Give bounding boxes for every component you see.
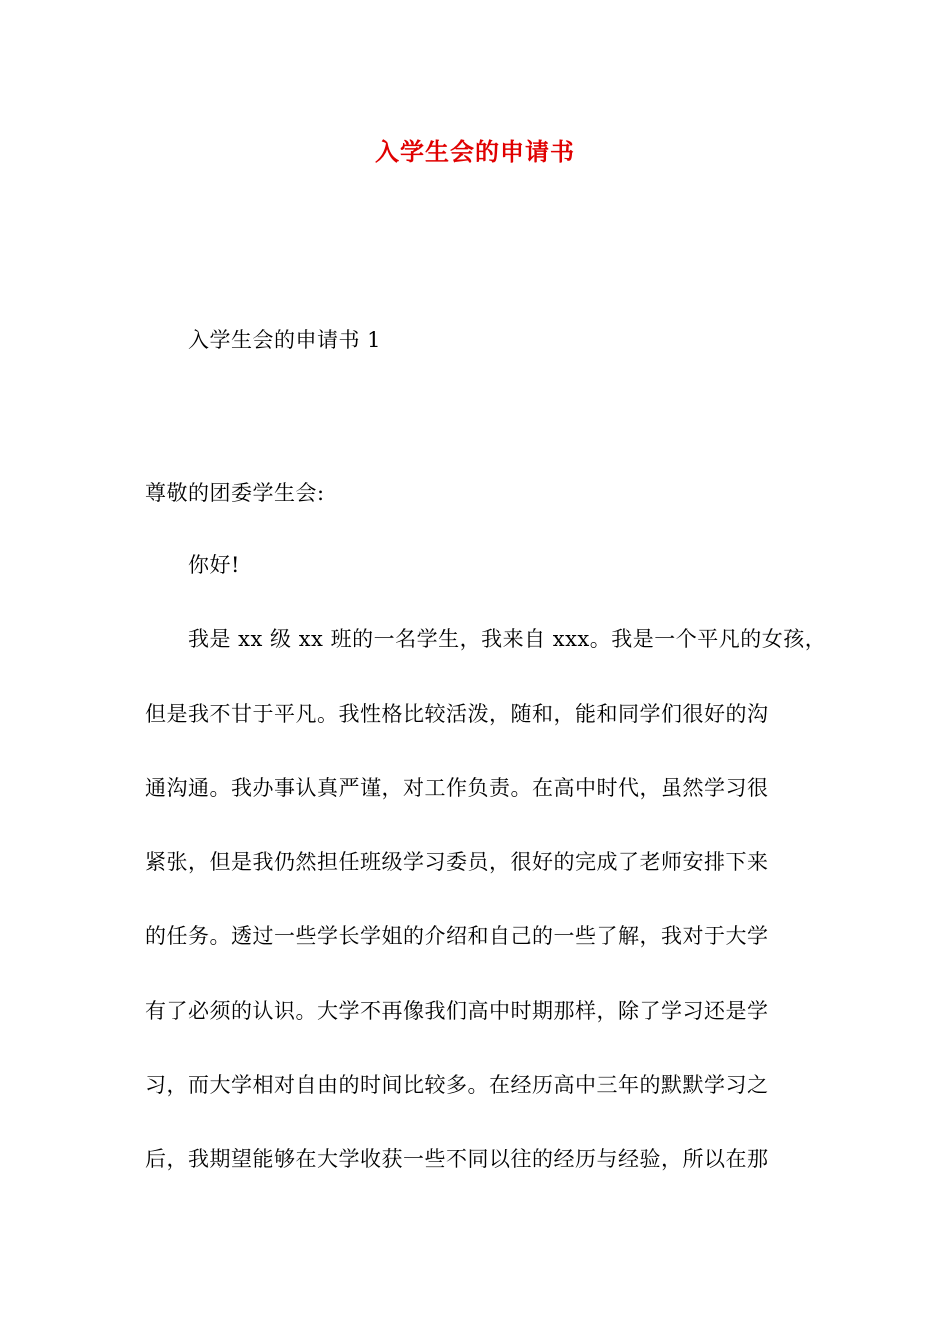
body-line: 我是 xx 级 xx 班的一名学生，我来自 xxx。我是一个平凡的女孩， — [188, 627, 827, 651]
body-line: 通沟通。我办事认真严谨，对工作负责。在高中时代，虽然学习很 — [145, 776, 769, 800]
body-line: 的任务。透过一些学长学姐的介绍和自己的一些了解，我对于大学 — [145, 924, 769, 948]
greeting: 你好! — [188, 553, 240, 577]
body-line: 后，我期望能够在大学收获一些不同以往的经历与经验，所以在那 — [145, 1147, 769, 1171]
salutation: 尊敬的团委学生会: — [145, 481, 325, 505]
document-title: 入学生会的申请书 — [375, 137, 575, 166]
body-line: 但是我不甘于平凡。我性格比较活泼，随和，能和同学们很好的沟 — [145, 702, 769, 726]
body-line: 有了必须的认识。大学不再像我们高中时期那样，除了学习还是学 — [145, 999, 769, 1023]
body-line: 紧张，但是我仍然担任班级学习委员，很好的完成了老师安排下来 — [145, 850, 769, 874]
section-heading: 入学生会的申请书 1 — [188, 328, 382, 352]
body-line: 习，而大学相对自由的时间比较多。在经历高中三年的默默学习之 — [145, 1073, 769, 1097]
